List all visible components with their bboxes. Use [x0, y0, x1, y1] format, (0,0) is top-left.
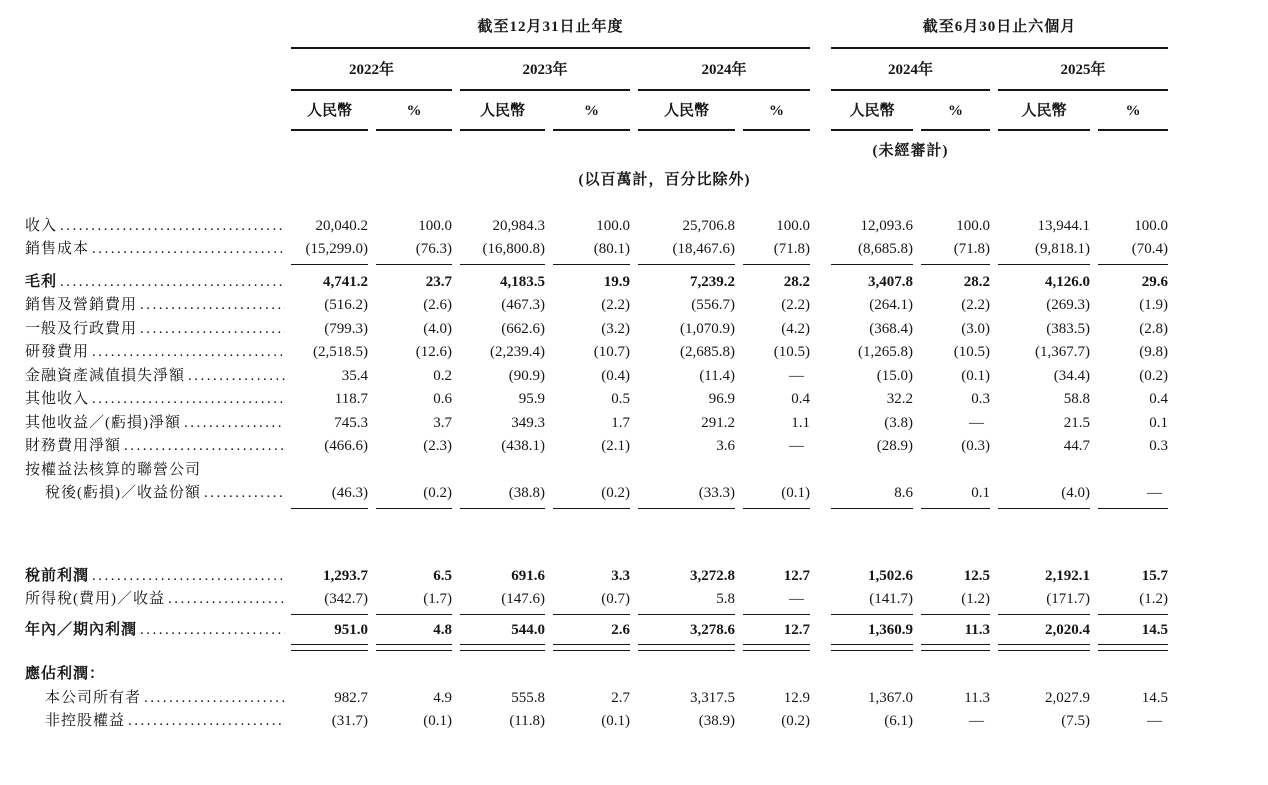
- value-cell: (16,800.8): [460, 238, 545, 265]
- value-cell: 3,272.8: [690, 567, 735, 584]
- value-cell: 1,367.0: [868, 689, 913, 706]
- value-cell: (2.1): [601, 438, 630, 454]
- row-label: 毛利 .....: [25, 271, 285, 295]
- value-cell: 4.9: [433, 689, 452, 706]
- value-cell: 2.7: [611, 689, 630, 706]
- table-row: [25, 710, 1185, 734]
- value-cell: (18,467.6): [638, 238, 735, 265]
- value-cell: 0.4: [791, 391, 810, 407]
- value-cell: 3.3: [611, 567, 630, 584]
- value-cell: (2,685.8): [680, 344, 735, 360]
- value-cell: 28.2: [783, 273, 810, 290]
- value-cell: —: [1147, 713, 1162, 729]
- value-cell: (12.6): [415, 344, 452, 360]
- dot-leader: [188, 365, 285, 389]
- value-cell: 11.3: [964, 689, 990, 706]
- value-cell: (46.3): [291, 482, 368, 509]
- value-cell: (342.7): [291, 588, 368, 615]
- value-cell: 23.7: [425, 273, 452, 290]
- dot-leader: [92, 565, 285, 589]
- value-cell: (1,070.9): [680, 320, 735, 337]
- value-cell: (11.8): [509, 713, 545, 729]
- value-cell: (10.5): [773, 344, 810, 360]
- value-cell: (2.6): [423, 297, 452, 313]
- value-cell: 0.3: [971, 391, 990, 407]
- value-cell: (3.8): [884, 414, 913, 431]
- row-label: 其他收入 .....: [25, 388, 285, 412]
- table-row: [25, 687, 1185, 711]
- value-cell: 2.6: [553, 619, 630, 646]
- value-cell: (3.2): [601, 320, 630, 337]
- table-row: [25, 215, 1185, 239]
- row-label: 稅後(虧損)／收益份額 .....: [25, 482, 285, 509]
- value-cell: (9,818.1): [998, 238, 1090, 265]
- value-cell: 982.7: [334, 689, 368, 706]
- value-cell: 1,293.7: [323, 567, 368, 584]
- value-cell: (383.5): [1046, 320, 1090, 337]
- table-row: [25, 294, 1185, 318]
- value-cell: (0.1): [961, 367, 990, 384]
- table-row: [25, 619, 1185, 646]
- value-cell: 20,040.2: [315, 217, 368, 234]
- value-cell: 1.1: [791, 414, 810, 431]
- dot-leader: [92, 238, 285, 262]
- year-header-2024: 2024年: [638, 49, 810, 92]
- currency-header: 人民幣: [998, 91, 1090, 131]
- value-cell: 100.0: [1134, 217, 1168, 234]
- value-cell: 0.3: [1149, 438, 1168, 454]
- value-cell: (0.4): [601, 367, 630, 384]
- value-cell: 3.7: [433, 414, 452, 431]
- value-cell: (467.3): [501, 297, 545, 313]
- value-cell: (33.3): [638, 482, 735, 509]
- table-row: [25, 565, 1185, 589]
- value-cell: (28.9): [876, 438, 913, 454]
- value-cell: (1.9): [1139, 297, 1168, 313]
- value-cell: 2,020.4: [998, 619, 1090, 646]
- value-cell: (438.1): [501, 438, 545, 454]
- value-cell: (11.4): [699, 367, 735, 384]
- value-cell: (0.1): [743, 482, 810, 509]
- value-cell: (0.2): [1139, 367, 1168, 384]
- value-cell: (0.7): [553, 588, 630, 615]
- value-cell: 19.9: [603, 273, 630, 290]
- value-cell: (2.8): [1139, 320, 1168, 337]
- value-cell: 349.3: [511, 414, 545, 431]
- value-cell: (0.2): [781, 713, 810, 729]
- value-cell: (0.2): [553, 482, 630, 509]
- value-cell: 35.4: [341, 367, 368, 384]
- value-cell: (2.3): [423, 438, 452, 454]
- value-cell: (10.7): [593, 344, 630, 360]
- value-cell: (71.8): [743, 238, 810, 265]
- value-cell: (0.1): [423, 713, 452, 729]
- value-cell: (3.0): [961, 320, 990, 337]
- currency-header: 人民幣: [460, 91, 545, 131]
- value-cell: (269.3): [1046, 297, 1090, 313]
- value-cell: (7.5): [1061, 713, 1090, 729]
- value-cell: 100.0: [956, 217, 990, 234]
- value-cell: (2,239.4): [490, 344, 545, 360]
- row-label: 非控股權益 .....: [25, 710, 285, 734]
- units-note: (以百萬計，百分比除外): [578, 172, 751, 188]
- row-label: 金融資產減值損失淨額 .....: [25, 365, 285, 389]
- value-cell: (2,518.5): [313, 344, 368, 360]
- value-cell: (80.1): [553, 238, 630, 265]
- table-row: [25, 588, 1185, 615]
- value-cell: 1.7: [611, 414, 630, 431]
- year-header-2023: 2023年: [460, 49, 630, 92]
- dot-leader: [140, 619, 285, 643]
- value-cell: (10.5): [953, 344, 990, 360]
- value-cell: 2,027.9: [1045, 689, 1090, 706]
- value-cell: (1.2): [921, 588, 990, 615]
- value-cell: 29.6: [1141, 273, 1168, 290]
- value-cell: (1,367.7): [1035, 344, 1090, 360]
- value-cell: 25,706.8: [682, 217, 735, 234]
- percent-header: %: [921, 91, 990, 131]
- value-cell: 12.9: [783, 689, 810, 706]
- value-cell: 1,360.9: [831, 619, 913, 646]
- currency-header: 人民幣: [638, 91, 735, 131]
- value-cell: 12.7: [743, 619, 810, 646]
- row-label: 一般及行政費用 .....: [25, 318, 285, 342]
- value-cell: (466.6): [324, 438, 368, 454]
- value-cell: (9.8): [1139, 344, 1168, 360]
- value-cell: 0.4: [1149, 391, 1168, 407]
- table-row: [25, 388, 1185, 412]
- value-cell: (2.2): [961, 297, 990, 313]
- dot-leader: [184, 412, 285, 436]
- value-cell: 32.2: [886, 391, 913, 407]
- financial-table-rows: [25, 215, 1185, 734]
- row-label: 財務費用淨額 .....: [25, 435, 285, 459]
- value-cell: 4.8: [376, 619, 452, 646]
- currency-header: 人民幣: [291, 91, 368, 131]
- dot-leader: [140, 294, 285, 318]
- percent-header: %: [1098, 91, 1168, 131]
- value-cell: (15.0): [876, 367, 913, 384]
- value-cell: 12.5: [963, 567, 990, 584]
- value-cell: 4,183.5: [500, 273, 545, 290]
- value-cell: (4.2): [781, 320, 810, 337]
- value-cell: 3,317.5: [690, 689, 735, 706]
- value-cell: 20,984.3: [492, 217, 545, 234]
- value-cell: (38.8): [460, 482, 545, 509]
- units-note-row: [25, 163, 1185, 193]
- value-cell: 14.5: [1141, 689, 1168, 706]
- value-cell: (2.2): [601, 297, 630, 313]
- value-cell: —: [1098, 482, 1168, 509]
- value-cell: 100.0: [776, 217, 810, 234]
- value-cell: 11.3: [921, 619, 990, 646]
- value-cell: (556.7): [691, 297, 735, 313]
- dot-leader: [92, 341, 285, 365]
- value-cell: 745.3: [334, 414, 368, 431]
- value-cell: 15.7: [1141, 567, 1168, 584]
- row-label: 所得稅(費用)／收益 .....: [25, 588, 285, 615]
- period-group-interim: 截至6月30日止六個月: [831, 16, 1168, 49]
- table-row: [25, 238, 1185, 265]
- table-row: [25, 365, 1185, 389]
- value-cell: 3,407.8: [868, 273, 913, 290]
- value-cell: (71.8): [921, 238, 990, 265]
- period-group-annual: 截至12月31日止年度: [291, 16, 810, 49]
- value-cell: 58.8: [1063, 391, 1090, 407]
- value-cell: 4,741.2: [323, 273, 368, 290]
- row-label: 其他收益／(虧損)淨額 .....: [25, 412, 285, 436]
- value-cell: —: [789, 367, 804, 384]
- sub-header-row: [25, 91, 1185, 131]
- table-row: [25, 318, 1185, 342]
- row-label: 銷售成本 .....: [25, 238, 285, 265]
- value-cell: (90.9): [508, 367, 545, 384]
- dot-leader: [60, 271, 285, 295]
- row-label: 按權益法核算的聯營公司: [25, 461, 202, 478]
- value-cell: (38.9): [698, 713, 735, 729]
- unaudited-note: (未經審計): [872, 142, 949, 159]
- value-cell: (1,265.8): [858, 344, 913, 360]
- value-cell: —: [969, 713, 984, 729]
- value-cell: (264.1): [869, 297, 913, 313]
- financial-statement-table: [25, 16, 1185, 734]
- value-cell: (147.6): [460, 588, 545, 615]
- value-cell: 0.5: [611, 391, 630, 407]
- value-cell: 0.6: [433, 391, 452, 407]
- value-cell: 555.8: [511, 689, 545, 706]
- value-cell: 14.5: [1098, 619, 1168, 646]
- value-cell: —: [743, 588, 810, 615]
- value-cell: (34.4): [1053, 367, 1090, 384]
- currency-header: 人民幣: [831, 91, 913, 131]
- value-cell: (31.7): [331, 713, 368, 729]
- value-cell: 118.7: [334, 391, 368, 407]
- dot-leader: [128, 710, 285, 734]
- year-header-2022: 2022年: [291, 49, 452, 92]
- value-cell: 1,502.6: [868, 567, 913, 584]
- year-header-row: [25, 49, 1185, 92]
- value-cell: 5.8: [638, 588, 735, 615]
- value-cell: (0.2): [376, 482, 452, 509]
- value-cell: (2.2): [781, 297, 810, 313]
- value-cell: 4,126.0: [1045, 273, 1090, 290]
- value-cell: 291.2: [701, 414, 735, 431]
- value-cell: (6.1): [884, 713, 913, 729]
- table-row: [25, 412, 1185, 436]
- value-cell: (516.2): [324, 297, 368, 313]
- percent-header: %: [553, 91, 630, 131]
- value-cell: 21.5: [1063, 414, 1090, 431]
- value-cell: (4.0): [423, 320, 452, 337]
- value-cell: (0.1): [601, 713, 630, 729]
- value-cell: 100.0: [418, 217, 452, 234]
- value-cell: (1.7): [376, 588, 452, 615]
- value-cell: 28.2: [963, 273, 990, 290]
- row-label: 本公司所有者 .....: [25, 687, 285, 711]
- table-row: [25, 663, 1185, 687]
- value-cell: (141.7): [831, 588, 913, 615]
- row-label: 銷售及營銷費用 .....: [25, 294, 285, 318]
- value-cell: (70.4): [1098, 238, 1168, 265]
- value-cell: (15,299.0): [291, 238, 368, 265]
- table-row: [25, 341, 1185, 365]
- value-cell: 0.1: [921, 482, 990, 509]
- value-cell: 7,239.2: [690, 273, 735, 290]
- value-cell: 12,093.6: [860, 217, 913, 234]
- unaudited-note-row: [25, 131, 1185, 164]
- value-cell: (8,685.8): [831, 238, 913, 265]
- value-cell: 12.7: [783, 567, 810, 584]
- year-header-2025-interim: 2025年: [998, 49, 1168, 92]
- value-cell: 96.9: [708, 391, 735, 407]
- year-header-2024-interim: 2024年: [831, 49, 990, 92]
- table-row: [25, 482, 1185, 509]
- value-cell: 13,944.1: [1037, 217, 1090, 234]
- value-cell: 44.7: [1063, 438, 1090, 454]
- value-cell: (0.3): [961, 438, 990, 454]
- value-cell: 3.6: [716, 438, 735, 454]
- row-label: 收入 .....: [25, 215, 285, 239]
- value-cell: —: [789, 438, 804, 454]
- table-row: [25, 271, 1185, 295]
- value-cell: (76.3): [376, 238, 452, 265]
- table-row: [25, 459, 1185, 483]
- value-cell: (171.7): [998, 588, 1090, 615]
- value-cell: (4.0): [998, 482, 1090, 509]
- row-label: 年內／期內利潤 .....: [25, 619, 285, 646]
- value-cell: 0.1: [1149, 414, 1168, 431]
- percent-header: %: [743, 91, 810, 131]
- value-cell: —: [969, 414, 984, 431]
- dot-leader: [124, 435, 285, 459]
- row-label: 應佔利潤：: [25, 666, 106, 682]
- value-cell: (1.2): [1098, 588, 1168, 615]
- period-group-header-row: [25, 16, 1185, 49]
- dot-leader: [168, 588, 285, 612]
- dot-leader: [204, 482, 285, 506]
- dot-leader: [92, 388, 285, 412]
- percent-header: %: [376, 91, 452, 131]
- value-cell: (799.3): [324, 320, 368, 337]
- dot-leader: [140, 318, 285, 342]
- value-cell: 2,192.1: [1045, 567, 1090, 584]
- value-cell: 3,278.6: [638, 619, 735, 646]
- value-cell: 100.0: [596, 217, 630, 234]
- dot-leader: [60, 215, 285, 239]
- value-cell: 544.0: [460, 619, 545, 646]
- value-cell: 691.6: [511, 567, 545, 584]
- dot-leader: [144, 687, 285, 711]
- value-cell: (368.4): [869, 320, 913, 337]
- value-cell: 8.6: [831, 482, 913, 509]
- value-cell: (662.6): [501, 320, 545, 337]
- table-row: [25, 435, 1185, 459]
- row-label: 研發費用 .....: [25, 341, 285, 365]
- value-cell: 6.5: [433, 567, 452, 584]
- value-cell: 95.9: [518, 391, 545, 407]
- row-label: 稅前利潤 .....: [25, 565, 285, 589]
- value-cell: 0.2: [433, 367, 452, 384]
- value-cell: 951.0: [291, 619, 368, 646]
